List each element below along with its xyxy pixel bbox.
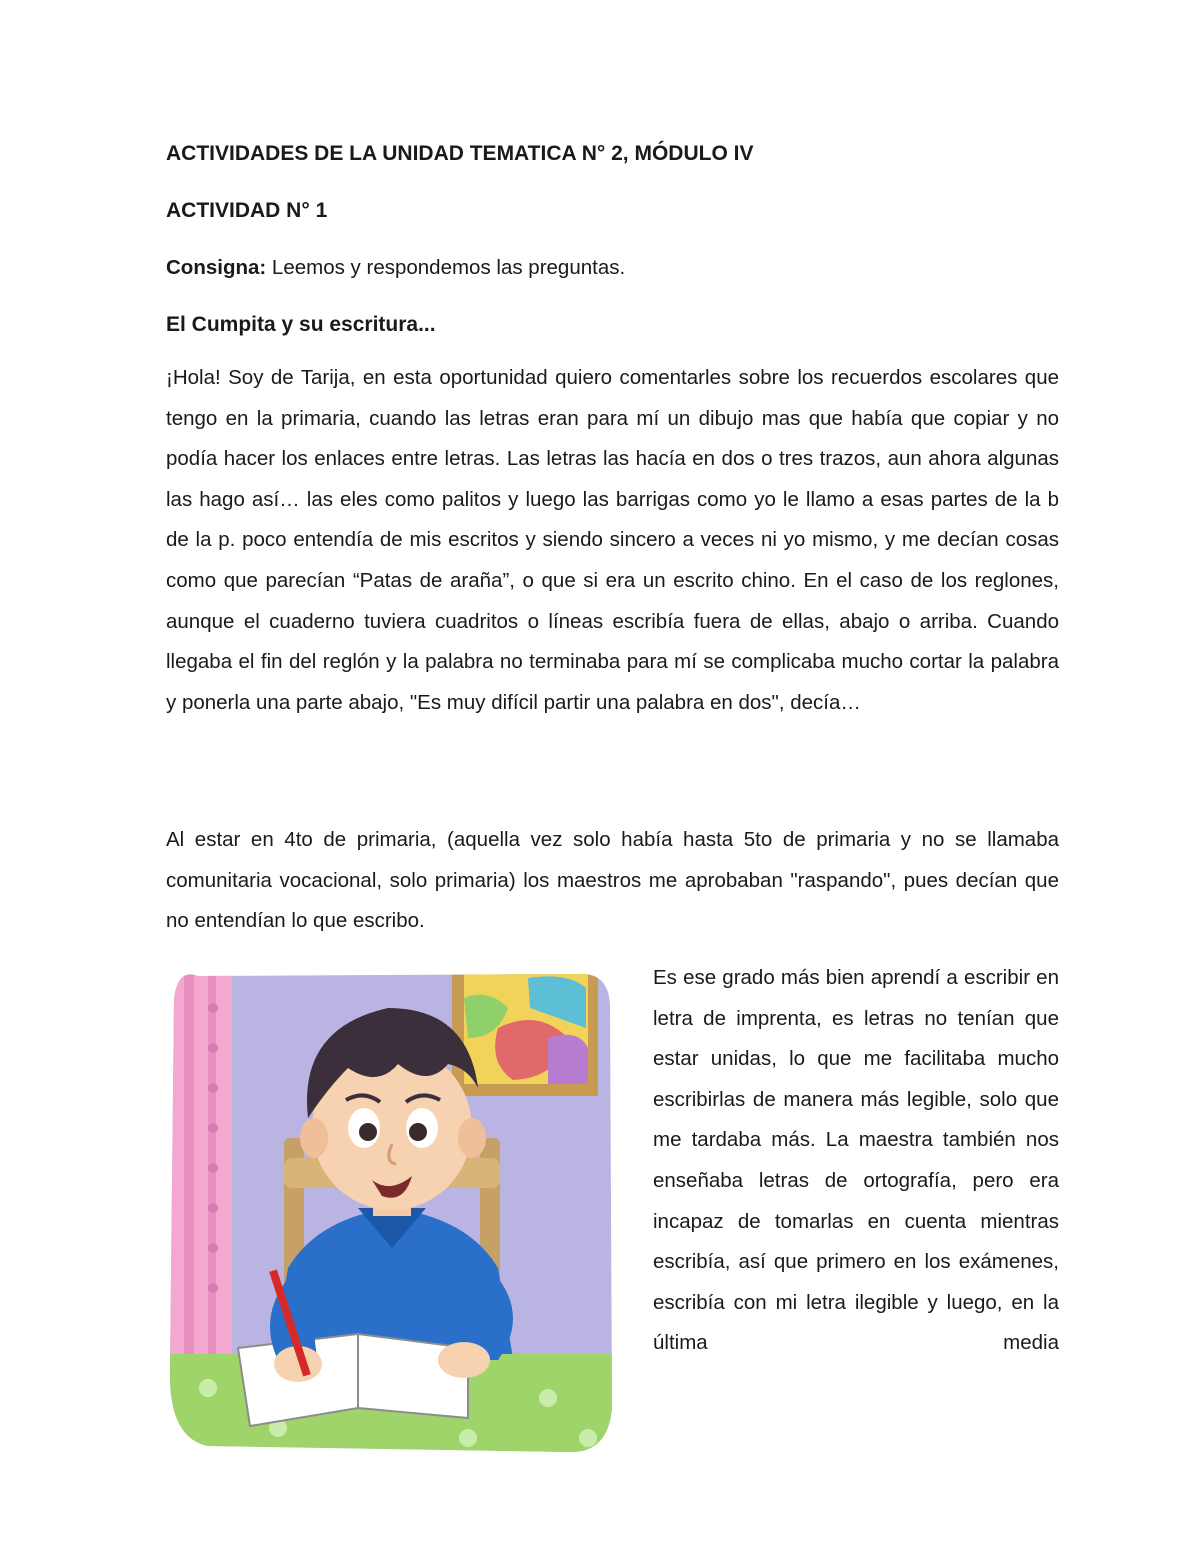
- activity-heading: ACTIVIDAD N° 1: [166, 199, 328, 222]
- paragraph-3: Es ese grado más bien aprendí a escribir en letra de imprenta, es letras no tenían que estar unidas, lo que me facilitaba mucho escribirlas de manera más legible, solo que me tardaba más. La maestra también nos enseñaba letras de ortografía, pero era incapaz de tomarlas en cuenta mientras escribía, así que primero en los exámenes, escribía con mi letra ilegible y luego, en la última media: [653, 966, 1059, 1355]
- instruction-label: Consigna:: [166, 256, 267, 279]
- instruction-text: Leemos y respondemos las preguntas.: [266, 256, 626, 279]
- paragraph-1: ¡Hola! Soy de Tarija, en esta oportunidad quiero comentarles sobre los recuerdos escolares que tengo en la primaria, cuando las letras eran para mí un dibujo mas que había que copiar y no podía hacer los enlaces entre letras. Las letras las hacía en dos o tres trazos, aun ahora algunas las hago así… las eles como palitos y luego las barrigas como yo le llamo a esas partes de la b de la p. poco entendía de mis escritos y siendo sincero a veces ni yo mismo, y me decían cosas como que parecían “Patas de araña”, o que si era un escrito chino. En el caso de los reglones, aunque el cuaderno tuviera cuadritos o líneas escribía fuera de ellas, abajo o arriba. Cuando llegaba el fin del reglón y la palabra no terminaba para mí se complicaba mucho cortar la palabra y ponerla una parte abajo, "Es muy difícil partir una palabra en dos", decía…: [166, 366, 1059, 714]
- paragraph-2: Al estar en 4to de primaria, (aquella vez solo había hasta 5to de primaria y no se llamaba comunitaria vocacional, solo primaria) los maestros me aprobaban "raspando", pues decían que no entendían lo que escribo.: [166, 828, 1059, 933]
- document-title: ACTIVIDADES DE LA UNIDAD TEMATICA N° 2, MÓDULO IV: [166, 142, 754, 165]
- boy-writing-illustration: [168, 968, 614, 1454]
- story-title: El Cumpita y su escritura...: [166, 313, 436, 336]
- curtain: [168, 968, 232, 1358]
- instruction-line: [166, 255, 625, 281]
